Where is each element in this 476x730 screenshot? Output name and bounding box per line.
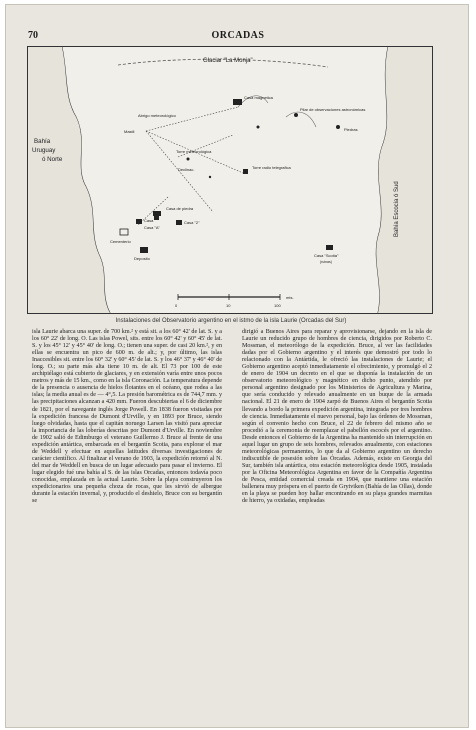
cemetery-label: Cementerio — [110, 239, 131, 244]
bay-north-label: ó Norte — [42, 156, 63, 163]
house-2-label: Casa "2" — [184, 220, 200, 225]
observation-pillar-label: Pilar de observaciones astronómicas — [300, 107, 366, 112]
house-a-marker — [154, 215, 159, 220]
house-label: Casa — [144, 218, 154, 223]
declination-label: Declinac. — [178, 167, 195, 172]
left-column-paragraph: isla Laurie abarca una super. de 700 km.² y está sit. a los 60° 42' de lat. S. y a los 60° 22' de long. O. Las islas Powel, sits. entre los 60° 42' y 60° 45' de lat. S. y los 45° 12' y 45° 40' de long. O.; tienen una super. de casi 20 km.², y en ellas se encuentra un pico de 600 m. de alt.; y, por último, las islas Inaccesibles sit. entre los 60° 32' y 60° 45' de lat. S. y los 46° 37' y 46° 40' de long. O.; su parte más alta tiene 10 m. de alt. El 73 por 100 de este archipiélago está cubierto de glaciares, y en extensión varía entre unos pocos metros y más de 15 km., como en la isla Coronación. La temperatura depende de la presencia o ausencia de hielos flotantes en el océano, que rodea a las islas; la media anual es de — 4°,5. La presión barométrica es de 744,7 mm. y las precipitaciones alcanzan a 420 mm. Fueron descubiertas el 6 de diciembre de 1821, por el navegante inglés Jorge Powell. En 1838 fueron visitadas por la expedición francesa de Dumont d'Urville, y en 1893 por Bruce, siendo luego olvidadas, hasta que el capitán noruego Larsen las visitó para apreciar la importancia de las loberías descritas por Dumont d'Urville. En noviembre de 1902 salió de Edimburgo el veterano Guillermo J. Bruce al frente de una expedición antártica, embarcada en el bergantín Scotia, para explorar el mar de Weddell y efectuar en aquellas latitudes diversas investigaciones de carácter científico. Al finalizar el verano de 1903, la expedición retornó al N. del mar de Weddell en busca de un lugar adecuado para pasar el invierno. El lugar elegido fué una bahía al S. de las islas Orcadas, entonces todavía poco conocidas, emplazada en la actual Laurie. Sobre la playa construyeron los expedicionarios una pequeña choza de rocas, que les sirvió de albergue durante la estación invernal, y, producido el deshielo, Bruce con su bergantín se — [32, 329, 222, 505]
scale-0: 0 — [175, 303, 178, 308]
deposit-label: Deposito — [134, 256, 150, 261]
hill-contour — [286, 112, 316, 127]
stone-house-label: Casa de piedra — [166, 206, 194, 211]
mark-point — [257, 126, 260, 129]
page-number: 70 — [28, 30, 38, 41]
scale-10: 10 — [226, 303, 231, 308]
meteo-tower-label: Torre meteorológica — [176, 149, 212, 154]
meteo-shelter-label: Abrigo meteorológico — [138, 113, 176, 118]
running-head: ORCADAS — [211, 30, 265, 41]
mark-point — [336, 125, 340, 129]
house-a-label: Casa "A" — [144, 225, 160, 230]
stones-label: Piedras — [344, 127, 358, 132]
deposit-marker — [140, 247, 148, 253]
east-bay-water — [376, 47, 432, 313]
text-column-right — [242, 329, 432, 505]
magnetic-hut-marker — [233, 99, 242, 105]
observation-pillar-marker — [294, 113, 298, 117]
scale-unit: mts. — [286, 295, 294, 300]
mast-label: Mastil — [124, 129, 135, 134]
text-column-left — [32, 329, 222, 505]
cemetery-marker — [120, 229, 128, 235]
radio-tower-label: Torre radio telegrafica — [252, 165, 291, 170]
survey-line — [146, 107, 238, 131]
scotia-house-marker — [326, 245, 333, 250]
radio-tower-marker — [243, 169, 248, 174]
mark-point — [209, 176, 211, 178]
scale-100: 100 — [274, 303, 281, 308]
magnetic-hut-label: Casa magnetica — [244, 95, 273, 100]
house-2-marker — [176, 220, 182, 225]
scotia-house-sublabel: (ruinas) — [320, 260, 332, 264]
glacier-label: Glaciar "La Monja" — [203, 58, 253, 64]
right-column-paragraph: dirigió a Buenos Aires para reparar y aprovisionarse, dejando en la isla de Laurie un reducido grupo de hombres de ciencia, dirigidos por Roberto C. Mossman, el meteorólogo de la expedición. Bruce, al ver las facilidades dadas por el Gobierno argentino y el interés que demostró por todo lo relacionado con la Antártida, le ofreció las instalaciones de Laurie; el Gobierno argentino aceptó inmediatamente el ofrecimiento, y promulgó el 2 de enero de 1904 un decreto en el que se disponía la instalación de un observatorio meteorológico y magnético en dicho punto, atendido por personal argentino designado por los Ministerios de Agricultura y Marina, que sería conducido y relevado anualmente en un buque de la armada nacional. El 21 de enero de 1904 zarpó de Buenos Aires el bergantín Scotia llevando a bordo la primera expedición argentina, integrada por tres hombres de ciencia. Inmediatamente el nuevo personal, bajo las órdenes de Mossman, según el convenio hecho con Bruce, el 22 de febrero del mismo año se procedió a la ceremonia de reemplazar el pabellón escocés por el argentino. Desde entonces el Gobierno de la Argentina ha mantenido sin interrupción en aquel lugar un grupo de seis hombres, relevados anualmente, con estaciones meteorológicas permanentes, lo que da al Gobierno argentino un derecho indiscutible de posesión sobre las Órcadas. Además, existe en Georgia del Sur, también isla antártica, otra estación meteorológica desde 1905, instalada por la Oficina Meteorológica Argentina en favor de la Compañía Argentina de Pesca, entidad comercial creada en 1904, que mantiene una estación ballenera muy próspera en el puerto de Grytviken (Bahía de las Ollas), donde en la playa se pueden hoy hallar encontrando en su playa grandes marmitas de hierro, ya oxidadas, empleadas — [242, 329, 432, 505]
west-bay-water — [28, 47, 110, 313]
stone-house-marker — [136, 219, 142, 224]
meteo-tower-marker — [187, 158, 190, 161]
figure-caption: Instalaciones del Observatorio argentino en el istmo de la isla Laurie (Orcadas del Sur) — [115, 318, 347, 324]
bay-uruguay-label-2: Uruguay — [32, 147, 56, 154]
isthmus-map — [27, 46, 433, 314]
bay-uruguay-label: Bahía — [34, 138, 51, 145]
map-drawing — [28, 47, 432, 313]
scotia-house-label: Casa "Scotia" — [314, 253, 339, 258]
bay-south-label: Bahía Escocia ó Sud — [394, 181, 400, 237]
